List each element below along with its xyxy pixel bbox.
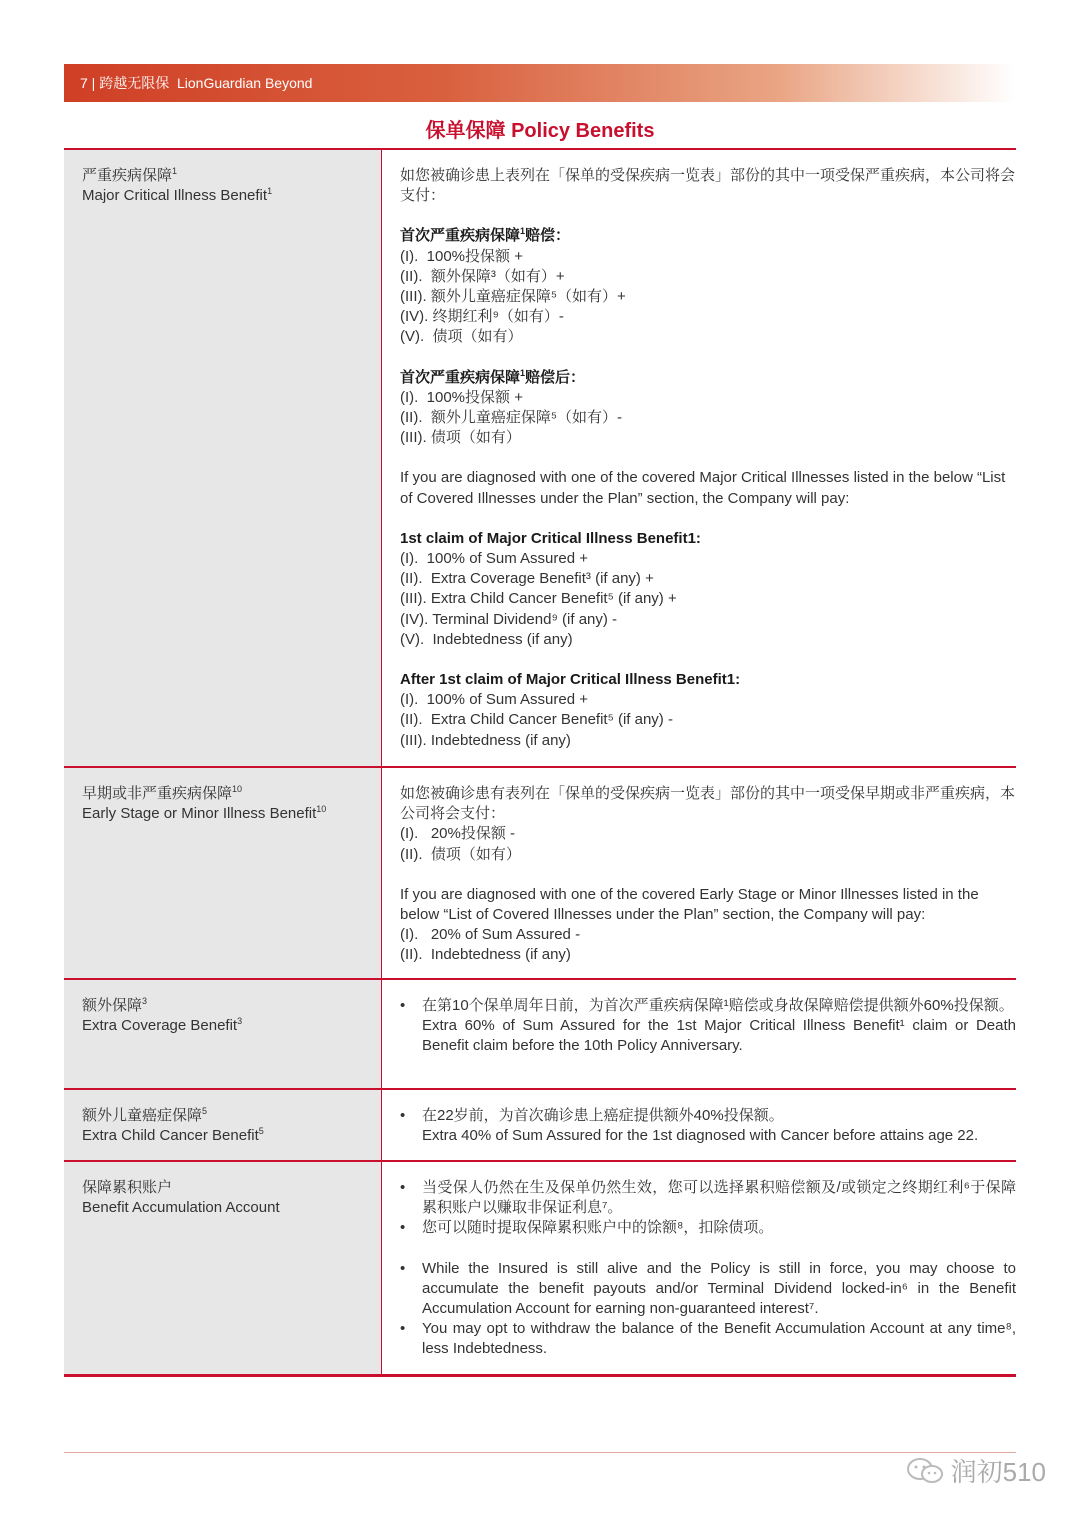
heading-text: 首次严重疾病保障: [400, 368, 521, 386]
bullet-text-en: Extra 60% of Sum Assured for the 1st Major Critical Illness Benefit¹ claim or Death Benefit claim before the 10th Policy Anniversary.: [422, 1017, 1016, 1055]
footnote-ref: 3: [142, 996, 148, 1006]
label-en: Early Stage or Minor Illness Benefit: [82, 805, 317, 822]
footnote-ref: 10: [232, 784, 243, 794]
label-cn: 额外保障: [82, 997, 143, 1014]
bullet-icon: •: [400, 1219, 406, 1237]
bullet-icon: •: [400, 1259, 406, 1277]
footnote-ref: 5: [202, 1106, 208, 1116]
benefits-table: [64, 148, 1016, 1377]
bullet-item: [400, 1319, 1016, 1359]
list-item: (II). 额外保障³（如有）+: [400, 267, 565, 285]
list-item: (I). 100%投保额 +: [400, 247, 523, 265]
wechat-icon: [905, 1456, 945, 1486]
bullet-text-en: While the Insured is still alive and the Policy is still in force, you may choose to accumulate the benefit payouts and/or Terminal Dividend locked-in⁶ in the Benefit Accumulation Account for earning non-guaranteed interest⁷.: [422, 1259, 1016, 1318]
footnote-ref: 5: [258, 1126, 264, 1136]
table-row: [64, 978, 1016, 1088]
list-item: (II). Indebtedness (if any): [400, 946, 571, 964]
list-item: (IV). 终期红利⁹（如有）-: [400, 308, 564, 326]
bullet-item: [400, 1218, 1016, 1238]
watermark-text: 润初510: [950, 1457, 1046, 1487]
list-item: (IV). Terminal Dividend⁹ (if any) -: [400, 610, 618, 628]
intro-cn: 如您被确诊患上表列在「保单的受保疾病一览表」部份的其中一项受保严重疾病，本公司将会支付：: [400, 167, 1016, 205]
row-content: [382, 150, 1016, 766]
list-item: (V). 债项（如有）: [400, 328, 523, 346]
list-item: (I). 20%投保额 -: [400, 825, 516, 843]
table-row: [64, 766, 1016, 978]
intro-en: If you are diagnosed with one of the covered Early Stage or Minor Illnesses listed in the below “List of Covered Illnesses under the Plan” section, the Company will pay:: [400, 885, 979, 924]
footnote-ref: 1: [520, 367, 526, 378]
footnote-ref: 1: [172, 166, 178, 176]
bullet-item: [400, 1106, 1016, 1146]
list-item: (III). 债项（如有）: [400, 429, 521, 447]
row-label: [64, 980, 382, 1088]
footnote-ref: 10: [316, 804, 327, 814]
table-row: [64, 1088, 1016, 1160]
row-content: [382, 1162, 1016, 1374]
footnote-ref: 3: [237, 1016, 243, 1026]
row-label: [64, 1162, 382, 1374]
row-content: [382, 1090, 1016, 1160]
bullet-item: [400, 1259, 1016, 1320]
bullet-text-cn: 当受保人仍然在生及保单仍然生效，您可以选择累积赔偿额及/或锁定之终期红利⁶于保障累积账户以赚取非保证利息⁷。: [422, 1179, 1016, 1217]
list-item: (II). Extra Child Cancer Benefit⁵ (if any) -: [400, 711, 673, 729]
row-label: [64, 1090, 382, 1160]
list-item: (III). Extra Child Cancer Benefit⁵ (if any) +: [400, 590, 677, 608]
intro-en: If you are diagnosed with one of the covered Major Critical Illnesses listed in the below “List of Covered Illnesses under the Plan” section, the Company will pay:: [400, 469, 1006, 507]
list-item: (I). 20% of Sum Assured -: [400, 926, 581, 944]
table-row: [64, 1160, 1016, 1377]
bullet-icon: •: [400, 1179, 406, 1196]
bullet-icon: •: [400, 1320, 406, 1338]
bullet-text-en: Extra 40% of Sum Assured for the 1st diagnosed with Cancer before attains age 22.: [422, 1127, 979, 1145]
row-label: [64, 768, 382, 978]
bullet-text-cn: 在22岁前，为首次确诊患上癌症提供额外40%投保额。: [422, 1107, 784, 1124]
footnote-ref: 1: [267, 186, 273, 196]
list-item: (III). 额外儿童癌症保障⁵（如有）+: [400, 288, 626, 306]
page-title: 保单保障 Policy Benefits: [425, 120, 655, 142]
list-item: (II). 债项（如有）: [400, 845, 521, 863]
watermark: [905, 1452, 1046, 1489]
label-cn: 额外儿童癌症保障: [82, 1107, 203, 1124]
list-item: (V). Indebtedness (if any): [400, 630, 573, 648]
page-number: 7: [80, 75, 88, 91]
after-claim-heading-cn: [400, 368, 1016, 388]
intro-cn: 如您被确诊患有表列在「保单的受保疾病一览表」部份的其中一项受保早期或非严重疾病，本公司将会支付：: [400, 785, 1016, 823]
label-en: Benefit Accumulation Account: [82, 1199, 280, 1216]
bullet-text-cn: 您可以随时提取保障累积账户中的馀额⁸，扣除债项。: [422, 1219, 774, 1237]
label-en: Major Critical Illness Benefit: [82, 187, 268, 204]
bullet-item: [400, 1178, 1016, 1218]
footnote-ref: 1: [520, 226, 526, 237]
first-claim-heading-en: 1st claim of Major Critical Illness Benefit1:: [400, 529, 701, 547]
label-cn: 早期或非严重疾病保障: [82, 785, 233, 802]
list-item: (II). 额外儿童癌症保障⁵（如有）-: [400, 409, 623, 427]
heading-tail: 赔偿：: [525, 227, 571, 245]
heading-text: 首次严重疾病保障: [400, 227, 521, 245]
brand-en: LionGuardian Beyond: [177, 75, 313, 91]
row-label: [64, 150, 382, 766]
after-claim-heading-en: After 1st claim of Major Critical Illness Benefit1:: [400, 671, 741, 689]
brand-cn: 跨越无限保: [99, 75, 170, 91]
list-item: (II). Extra Coverage Benefit³ (if any) +: [400, 570, 654, 588]
list-item: (I). 100%投保额 +: [400, 388, 523, 406]
heading-tail: 赔偿后：: [525, 368, 586, 386]
footer-line: [64, 1452, 1016, 1453]
label-en: Extra Child Cancer Benefit: [82, 1127, 259, 1144]
list-item: (III). Indebtedness (if any): [400, 731, 571, 749]
bullet-item: [400, 996, 1016, 1057]
row-content: [382, 768, 1016, 978]
bullet-icon: •: [400, 997, 406, 1014]
table-row: [64, 148, 1016, 766]
list-item: (I). 100% of Sum Assured +: [400, 550, 589, 568]
list-item: (I). 100% of Sum Assured +: [400, 691, 589, 709]
header-text: [64, 73, 312, 93]
header-bar: [64, 64, 1016, 102]
label-cn: 保障累积账户: [82, 1179, 173, 1196]
bullet-text-en: You may opt to withdraw the balance of the Benefit Accumulation Account at any time⁸, less Indebtedness.: [422, 1320, 1016, 1358]
label-en: Extra Coverage Benefit: [82, 1017, 238, 1034]
header-separator: |: [87, 75, 100, 91]
row-content: [382, 980, 1016, 1088]
bullet-text-cn: 在第10个保单周年日前，为首次严重疾病保障¹赔偿或身故保障赔偿提供额外60%投保额。: [422, 997, 1014, 1014]
label-cn: 严重疾病保障: [82, 167, 173, 184]
bullet-icon: •: [400, 1107, 406, 1124]
first-claim-heading-cn: [400, 226, 1016, 246]
